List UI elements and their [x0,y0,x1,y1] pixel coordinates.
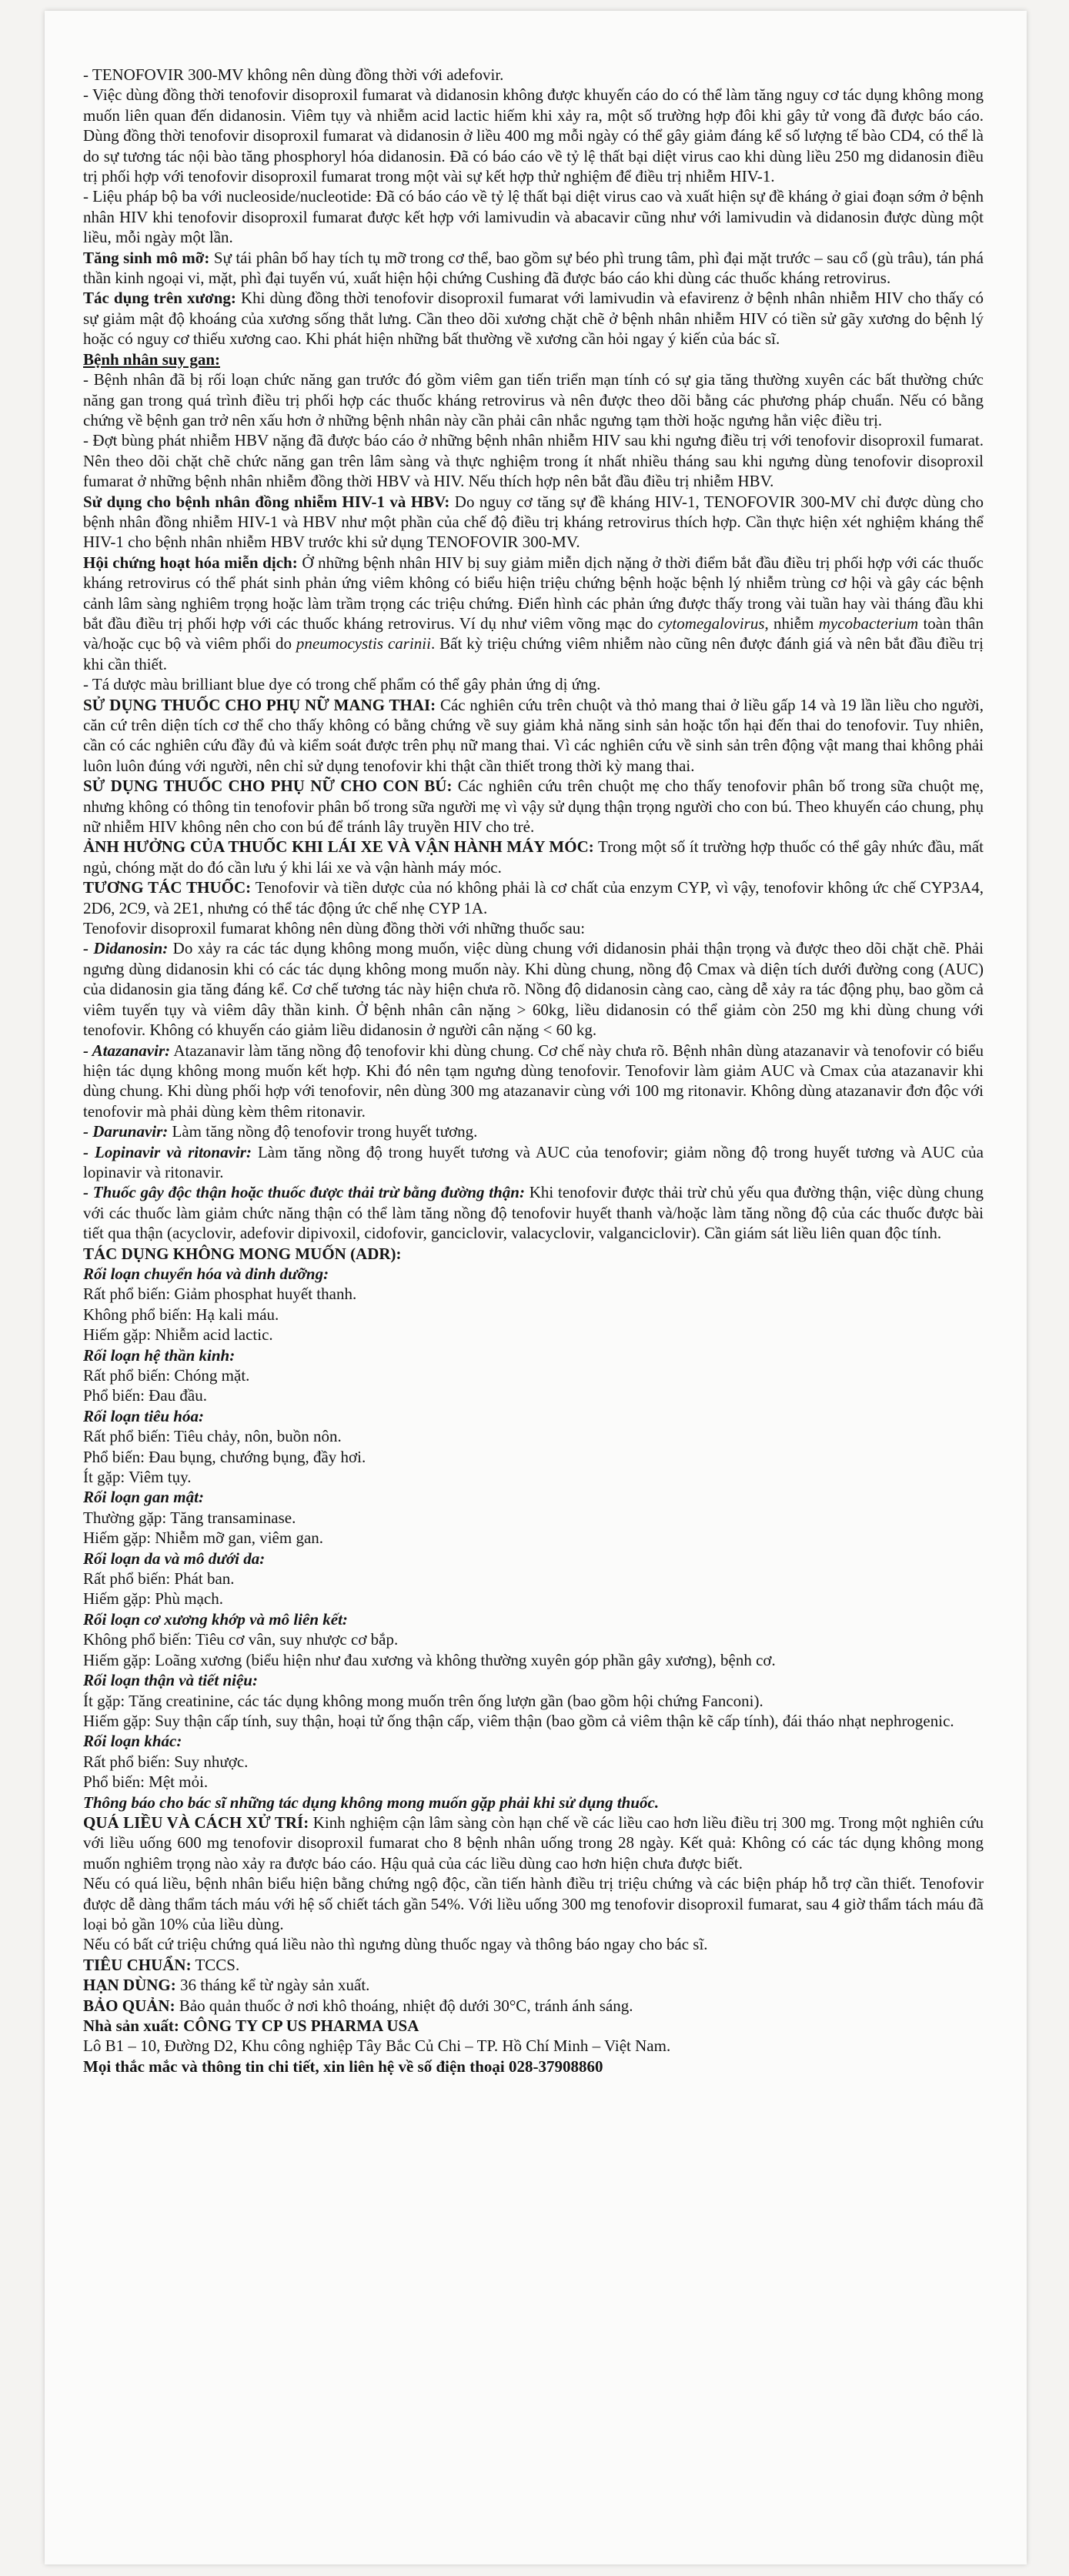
text-run: Tenofovir disoproxil fumarat không nên dùng đồng thời với những thuốc sau: [83,919,586,938]
paragraph [83,877,984,918]
text-run: Rối loạn gan mật: [83,1488,204,1507]
text-run: Khi tenofovir được thải trừ chủ yếu qua đường thận, việc dùng chung với các thuốc làm giảm chức năng thận có thể làm tăng nồng độ tenofovir huyết thanh và/hoặc làm tăng nồng độ của các thuốc được bài tiết qua thận (acyclovir, adefovir dipivoxil, cidofovir, ganciclovir, valacyclovir, valganciclovir). Cần giám sát liều liên quan độc tính. [83,1183,984,1243]
text-run: QUÁ LIỀU VÀ CÁCH XỬ TRÍ: [83,1813,309,1832]
text-run: Ở những bệnh nhân HIV bị suy giảm miễn dịch nặng ở thời điểm bắt đầu điều trị phối hợp với các thuốc kháng retrovirus có thể phát sinh phản ứng viêm không có biểu hiện triệu chứng bệnh hoặc bệnh lý nhiễm trùng cơ hội và gây các bệnh cảnh lâm sàng nghiêm trọng hoặc làm trầm trọng các triệu chứng. Điển hình các phản ứng được thấy trong vài tuần hay vài tháng đầu khi bắt đầu điều trị phối hợp với các thuốc kháng retrovirus. Ví dụ như viêm võng mạc do [83,553,984,633]
text-run: Rất phổ biến: Phát ban. [83,1569,235,1589]
paragraph [83,65,984,85]
paragraph [83,85,984,186]
text-run: - Darunavir: [83,1122,169,1141]
text-run: - Thuốc gây độc thận hoặc thuốc được thải trừ bằng đường thận: [83,1183,525,1202]
paragraph [83,1691,984,1711]
paragraph [83,1142,984,1183]
text-run: Tác dụng trên xương: [83,289,236,308]
paragraph [83,1508,984,1528]
text-run: Nếu có bất cứ triệu chứng quá liều nào thì ngưng dùng thuốc ngay và thông báo ngay cho bác sĩ. [83,1935,708,1954]
text-run: Rối loạn khác: [83,1732,182,1751]
paragraph [83,1996,984,2016]
paragraph [83,1244,984,1264]
paragraph [83,1793,984,1813]
text-run: Không phổ biến: Tiêu cơ vân, suy nhược cơ bắp. [83,1630,399,1649]
text-run: Rối loạn chuyển hóa và dinh dưỡng: [83,1264,329,1283]
paragraph [83,837,984,877]
paragraph [83,1447,984,1467]
text-run: Bệnh nhân suy gan: [83,349,220,369]
text-run: Rất phổ biến: Chóng mặt. [83,1366,250,1385]
paragraph [83,553,984,674]
paragraph [83,1406,984,1426]
paragraph [83,2036,984,2056]
text-run: Rối loạn thận và tiết niệu: [83,1671,258,1690]
paragraph [83,695,984,777]
paragraph [83,1365,984,1385]
text-run: - Tá dược màu brilliant blue dye có trong chế phẩm có thể gây phản ứng dị ứng. [83,675,601,694]
text-run: TÁC DỤNG KHÔNG MONG MUỐN (ADR): [83,1244,402,1263]
paragraph [83,1528,984,1548]
text-run: Phổ biến: Mệt mỏi. [83,1772,209,1792]
paragraph [83,1264,984,1284]
text-run: Tăng sinh mô mỡ: [83,248,210,267]
text-run: Hiếm gặp: Suy thận cấp tính, suy thận, hoại tử ống thận cấp, viêm thận (bao gồm cả viêm thận kẽ cấp tính), đái tháo nhạt nephrogenic. [83,1711,954,1730]
text-run: BẢO QUẢN: [83,1996,175,2015]
text-run: Hiếm gặp: Phù mạch. [83,1589,223,1609]
text-run: ẢNH HƯỞNG CỦA THUỐC KHI LÁI XE VÀ VẬN HÀNH MÁY MÓC: [83,837,594,857]
text-run: HẠN DÙNG: [83,1976,176,1995]
paragraph [83,1284,984,1304]
text-run: - Liệu pháp bộ ba với nucleoside/nucleotide: Đã có báo cáo về tỷ lệ thất bại diệt virus cao và xuất hiện sự đề kháng ở giai đoạn sớm ở bệnh nhân HIV khi tenofovir disoproxil fumarat được kết hợp với lamivudin và abacavir cũng như với lamivudin và didanosin được dùng một liều, mỗi ngày một lần. [83,187,984,247]
text-run: TƯƠNG TÁC THUỐC: [83,878,252,897]
text-run: Hiếm gặp: Nhiễm mỡ gan, viêm gan. [83,1529,324,1548]
text-run: Do xảy ra các tác dụng không mong muốn, việc dùng chung với didanosin phải thận trọng và được theo dõi chặt chẽ. Phải ngưng dùng didanosin khi có các tác dụng không mong muốn này. Khi dùng chung, nồng độ Cmax và diện tích dưới đường cong (AUC) của didanosin gia tăng đáng kể. Cơ chế tương tác này hiện chưa rõ. Nồng độ didanosin càng cao, càng dễ xảy ra tác động phụ, bao gồm cả viêm tuyến tụy và viêm dây thần kinh. Ở bệnh nhân cân nặng > 60kg, liều didanosin có thể giảm còn 250 mg khi dùng chung với tenofovir. Không có khuyến cáo giảm liều didanosin ở người cân nặng < 60 kg. [83,939,984,1040]
text-run: - Đợt bùng phát nhiễm HBV nặng đã được báo cáo ở những bệnh nhân nhiễm HIV sau khi ngưng điều trị với tenofovir disoproxil fumarat. Nên theo dõi chặt chẽ chức năng gan trên lâm sàng và thực nghiệm trong ít nhất nhiều tháng sau khi ngưng dùng tenofovir disoproxil fumarat ở những bệnh nhân nhiễm đồng thời HBV và HIV. Nếu thích hợp nên bắt đầu điều trị nhiễm HBV. [83,431,984,491]
text-run: Hội chứng hoạt hóa miễn dịch: [83,553,298,572]
paragraph [83,1873,984,1934]
text-run: Làm tăng nồng độ tenofovir trong huyết tương. [168,1122,478,1141]
text-run: Lô B1 – 10, Đường D2, Khu công nghiệp Tây Bắc Củ Chi – TP. Hồ Chí Minh – Việt Nam. [83,2036,671,2056]
text-run: Phổ biến: Đau đầu. [83,1386,207,1405]
paragraph [83,430,984,491]
text-run: - Bệnh nhân đã bị rối loạn chức năng gan trước đó gồm viêm gan tiến triển mạn tính có sự gia tăng thường xuyên các bất thường chức năng gan trong quá trình điều trị phối hợp các thuốc kháng retrovirus và nên được theo dõi bằng các phương pháp chuẩn. Nếu có bằng chứng về bệnh gan trở nên xấu hơn ở những bệnh nhân này cần phải cân nhắc ngưng tạm thời hoặc ngưng hẳn việc điều trị. [83,370,984,429]
text-run: Rối loạn tiêu hóa: [83,1406,204,1425]
paragraph [83,1731,984,1751]
paragraph [83,1385,984,1405]
text-run: pneumocystis carinii [296,634,431,653]
text-run: Rất phổ biến: Tiêu chảy, nôn, buồn nôn. [83,1427,342,1446]
leaflet-page [45,11,1027,2564]
paragraph [83,1934,984,1954]
text-run: - Didanosin: [83,939,169,958]
paragraph [83,1955,984,1975]
text-run: Ít gặp: Viêm tụy. [83,1468,192,1487]
text-run: toàn thân và/hoặc cục bộ và viêm phổi do [83,613,984,653]
text-run: SỬ DỤNG THUỐC CHO PHỤ NỮ MANG THAI: [83,695,436,714]
paragraph [83,918,984,938]
text-run: - Atazanavir: [83,1041,171,1060]
text-run: Sử dụng cho bệnh nhân đồng nhiễm HIV-1 và HBV: [83,492,450,511]
paragraph [83,248,984,289]
paragraph [83,2056,984,2077]
paragraph [83,1670,984,1690]
text-run: Rối loạn da và mô dưới da: [83,1549,266,1568]
text-run: Sự tái phân bố hay tích tụ mỡ trong cơ thể, bao gồm sự béo phì trung tâm, phì đại mặt trước – sau cổ (gù trâu), tán phá thần kinh ngoại vi, mặt, phì đại tuyến vú, xuất hiện hội chứng Cushing đã được báo cáo khi dùng các thuốc kháng retrovirus. [83,248,984,288]
paragraph [83,1609,984,1629]
text-run: Các nghiên cứu trên chuột và thỏ mang thai ở liều gấp 14 và 19 lần liều cho người, căn cứ trên diện tích cơ thể cho thấy không có bằng chứng về suy giảm khả năng sinh sản hoặc tổn hại đến thai do tenofovir. Tuy nhiên, cần có các nghiên cứu đầy đủ và kiểm soát được trên phụ nữ mang thai. Vì các nghiên cứu về sinh sản trên động vật mang thai không phải luôn luôn đúng với người, nên chỉ sử dụng tenofovir khi thật cần thiết trong thời kỳ mang thai. [83,695,984,775]
text-run: TCCS. [191,1955,240,1974]
text-run: Nhà sản xuất: CÔNG TY CP US PHARMA USA [83,2016,419,2035]
paragraph [83,1569,984,1589]
paragraph [83,1629,984,1649]
paragraph [83,1813,984,1873]
paragraph [83,1711,984,1731]
text-run: - Lopinavir và ritonavir: [83,1142,252,1161]
paragraph [83,288,984,349]
paragraph [83,1487,984,1507]
paragraph [83,776,984,837]
text-run: Atazanavir làm tăng nồng độ tenofovir khi dùng chung. Cơ chế này chưa rõ. Bệnh nhân dùng atazanavir và tenofovir có biểu hiện tác dụng không mong muốn kết hợp. Khi đó nên tạm ngưng dùng tenofovir. Tenofovir làm giảm AUC và Cmax của atazanavir khi dùng chung. Khi dùng phối hợp với tenofovir, nên dùng 300 mg atazanavir cùng với 100 mg ritonavir. Không dùng atazanavir đơn độc với tenofovir mà phải dùng kèm thêm ritonavir. [83,1041,984,1121]
text-run: Hiếm gặp: Nhiễm acid lactic. [83,1325,273,1345]
text-run: - TENOFOVIR 300-MV không nên dùng đồng thời với adefovir. [83,65,504,84]
text-run: Ít gặp: Tăng creatinine, các tác dụng không mong muốn trên ống lượn gần (bao gồm hội chứng Fanconi). [83,1691,763,1710]
text-run: Rất phổ biến: Suy nhược. [83,1752,249,1771]
text-run: Rối loạn hệ thần kinh: [83,1345,236,1365]
paragraph [83,1467,984,1487]
text-run: Rối loạn cơ xương khớp và mô liên kết: [83,1609,348,1629]
paragraph [83,1549,984,1569]
text-run: Nếu có quá liều, bệnh nhân biểu hiện bằng chứng ngộ độc, cần tiến hành điều trị triệu chứng và các biện pháp hỗ trợ cần thiết. Tenofovir được dễ dàng thẩm tách máu với hệ số chiết tách gần 54%. Với liều uống 300 mg tenofovir disoproxil fumarat, sau 4 giờ thẩm tách máu đã loại bỏ gần 10% của liều dùng. [83,1874,984,1933]
text-run: , nhiễm [764,613,819,633]
text-run: Khi dùng đồng thời tenofovir disoproxil fumarat với lamivudin và efavirenz ở bệnh nhân nhiễm HIV cho thấy có sự giảm mật độ khoáng của xương sống thắt lưng. Cần theo dõi xương chặt chẽ ở bệnh nhân nhiễm HIV có tiền sử gãy xương do bệnh lý hoặc có nguy cơ thiếu xương cao. Khi phát hiện những bất thường về xương cần hỏi ngay ý kiến của bác sĩ. [83,289,984,349]
paragraph [83,938,984,1040]
paragraph [83,186,984,247]
text-run: mycobacterium [818,613,919,633]
paragraph [83,1345,984,1365]
text-run: SỬ DỤNG THUỐC CHO PHỤ NỮ CHO CON BÚ: [83,777,453,796]
paragraph [83,674,984,694]
paragraph [83,1182,984,1243]
paragraph [83,1325,984,1345]
paragraph [83,1041,984,1122]
text-run: Tenofovir và tiền dược của nó không phải là cơ chất của enzym CYP, vì vậy, tenofovir không ức chế CYP3A4, 2D6, 2C9, và 2E1, nhưng có thể tác động ức chế nhẹ CYP 1A. [83,878,984,917]
text-run: Làm tăng nồng độ trong huyết tương và AUC của tenofovir; giảm nồng độ trong huyết tương và AUC của lopinavir và ritonavir. [83,1142,984,1181]
text-run: Rất phổ biến: Giảm phosphat huyết thanh. [83,1285,357,1304]
paragraph [83,369,984,430]
text-run: cytomegalovirus [657,613,765,633]
text-run: - Việc dùng đồng thời tenofovir disoproxil fumarat và didanosin không được khuyến cáo do có thể làm tăng nguy cơ tác dụng không mong muốn liên quan đến didanosin. Viêm tụy và nhiễm acid lactic hiếm khi xảy ra, một số trường hợp đôi khi gây tử vong đã được báo cáo. Dùng đồng thời tenofovir disoproxil fumarat và didanosin ở liều 400 mg mỗi ngày có thể gây giảm đáng kể số lượng tế bào CD4, có thể là do sự tương tác nội bào tăng phosphoryl hóa didanosin. Đã có báo cáo về tỷ lệ thất bại diệt virus cao khi dùng liều 250 mg didanosin điều trị phối hợp với tenofovir disoproxil fumarat trong một vài sự kết hợp thử nghiệm để điều trị nhiễm HIV-1. [83,85,984,186]
text-run: TIÊU CHUẨN: [83,1955,192,1974]
text-run: Thông báo cho bác sĩ những tác dụng không mong muốn gặp phải khi sử dụng thuốc. [83,1793,660,1812]
paragraph [83,1426,984,1446]
text-run: Thường gặp: Tăng transaminase. [83,1508,296,1527]
text-run: Không phổ biến: Hạ kali máu. [83,1305,279,1324]
text-run: Trong một số ít trường hợp thuốc có thể gây nhức đầu, mất ngủ, chóng mặt do đó cần lưu ý khi lái xe và vận hành máy móc. [83,837,984,877]
paragraph [83,1121,984,1141]
text-run: Bảo quản thuốc ở nơi khô thoáng, nhiệt độ dưới 30°C, tránh ánh sáng. [175,1996,633,2015]
paragraph [83,2016,984,2036]
paragraph [83,1772,984,1792]
paragraph [83,1975,984,1995]
paragraph [83,492,984,553]
text-run: Kinh nghiệm cận lâm sàng còn hạn chế về các liều cao hơn liều điều trị 300 mg. Trong một nghiên cứu với liều uống 600 mg tenofovir disoproxil fumarat cho 8 bệnh nhân uống trong 28 ngày. Kết quả: Không có các tác dụng không mong muốn nghiêm trọng nào xảy ra được báo cáo. Hậu quả của các liều dùng cao hơn hiện chưa được biết. [83,1813,984,1873]
text-run: Các nghiên cứu trên chuột mẹ cho thấy tenofovir phân bố trong sữa chuột mẹ, nhưng không có thông tin tenofovir phân bố trong sữa người mẹ vì vậy sử dụng thận trọng người cho con bú. Theo khuyến cáo chung, phụ nữ nhiễm HIV không nên cho con bú để tránh lây truyền HIV cho trẻ. [83,777,984,837]
text-run: Phổ biến: Đau bụng, chướng bụng, đầy hơi. [83,1447,366,1466]
text-run: . Bất kỳ triệu chứng viêm nhiễm nào cũng nên được đánh giá và nên bắt đầu điều trị khi cần thiết. [83,634,984,673]
leaflet-text [83,65,984,2077]
text-run: Do nguy cơ tăng sự đề kháng HIV-1, TENOFOVIR 300-MV chỉ được dùng cho bệnh nhân đồng nhiễm HIV-1 và HBV như một phần của chế độ điều trị kháng retrovirus thích hợp. Cần thực hiện xét nghiệm kháng thể HIV-1 cho bệnh nhân nhiễm HBV trước khi sử dụng TENOFOVIR 300-MV. [83,492,984,552]
paragraph [83,1752,984,1772]
paragraph [83,1589,984,1609]
text-run: 36 tháng kể từ ngày sản xuất. [175,1976,370,1995]
paragraph [83,1305,984,1325]
paragraph [83,349,984,369]
paragraph [83,1650,984,1670]
text-run: Hiếm gặp: Loãng xương (biểu hiện như đau xương và không thường xuyên góp phần gây xương), bệnh cơ. [83,1650,776,1669]
text-run: Mọi thắc mắc và thông tin chi tiết, xin liên hệ về số điện thoại 028-37908860 [83,2056,603,2076]
